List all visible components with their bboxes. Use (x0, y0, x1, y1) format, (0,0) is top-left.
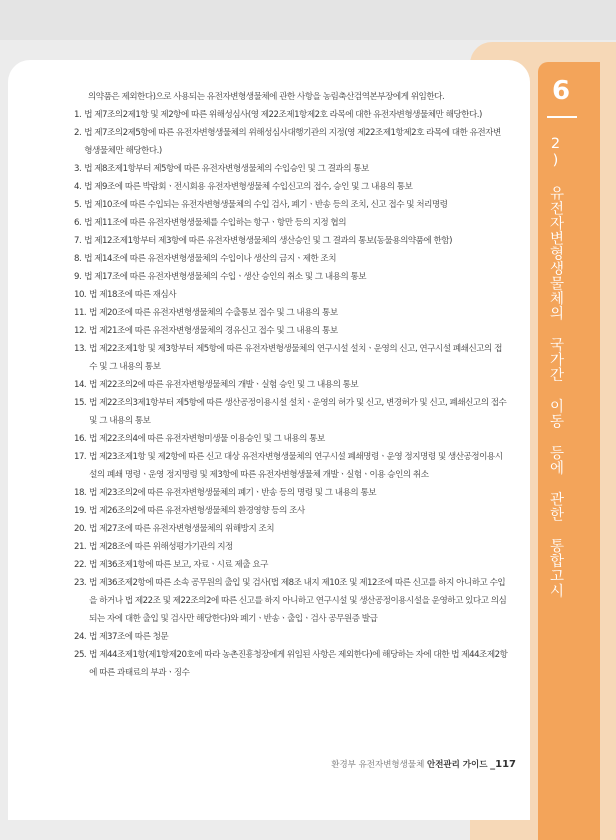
list-item-text: 법 제23조의2에 따른 유전자변형생물체의 폐기ㆍ반송 등의 명령 및 그 내용의 통보 (89, 488, 377, 498)
list-item (74, 430, 508, 448)
delegation-list (74, 106, 508, 682)
list-item (74, 502, 508, 520)
top-band (0, 0, 616, 40)
list-item (74, 268, 508, 286)
list-item-text: 법 제14조에 따른 유전자변형생물체의 수입이나 생산의 금지ㆍ제한 조치 (84, 254, 337, 264)
list-item-number: 25. (74, 650, 87, 660)
list-item-number: 1. (74, 110, 82, 120)
footer-source: 환경부 유전자변형생물체 (331, 760, 425, 770)
list-item (74, 322, 508, 340)
list-item (74, 250, 508, 268)
list-item-number: 15. (74, 398, 87, 408)
list-item (74, 628, 508, 646)
list-item-text: 법 제37조에 따른 청문 (89, 632, 169, 642)
list-item-number: 4. (74, 182, 82, 192)
chapter-number: 6 (551, 76, 571, 106)
chapter-divider (547, 116, 577, 118)
list-item-number: 20. (74, 524, 87, 534)
list-item-number: 17. (74, 452, 87, 462)
list-item (74, 106, 508, 124)
list-item (74, 196, 508, 214)
list-item-number: 21. (74, 542, 87, 552)
list-item-text: 법 제20조에 따른 유전자변형생물체의 수출통보 접수 및 그 내용의 통보 (89, 308, 338, 318)
list-item-text: 법 제36조제2항에 따른 소속 공무원의 출입 및 검사(법 제8조 내지 제10조 및 제12조에 따른 신고를 하지 아니하고 수입을 하거나 법 제22조 및 제22조의2에 따른 신고를 하지 아니하고 연구시설 및 생산공정이용시설을 운영하고 있다고 의심되는 자에 대한 출입 및 검사만 해당한다)와 폐기ㆍ반송ㆍ출입ㆍ검사 공무원증 발급 (89, 578, 507, 624)
list-item-number: 24. (74, 632, 87, 642)
list-item-number: 14. (74, 380, 87, 390)
list-item-number: 11. (74, 308, 87, 318)
page-number: _117 (490, 759, 516, 770)
chapter-title: 2) 유전자변형생물체의 국가간 이동 등에 관한 통합고시 (547, 136, 564, 598)
list-item (74, 538, 508, 556)
list-item-text: 법 제12조제1항부터 제3항에 따른 유전자변형생물체의 생산승인 및 그 결과의 통보(동물용의약품에 한함) (84, 236, 452, 246)
list-item-number: 13. (74, 344, 87, 354)
list-item-number: 10. (74, 290, 87, 300)
list-item (74, 574, 508, 628)
list-item-text: 법 제22조의2에 따른 유전자변형생물체의 개발ㆍ실험 승인 및 그 내용의 통보 (89, 380, 359, 390)
footer-title: 안전관리 가이드 (426, 760, 488, 770)
list-item-text: 법 제22조의3제1항부터 제5항에 따른 생산공정이용시설 설치ㆍ운영의 허가 및 신고, 변경허가 및 신고, 폐쇄신고의 접수 및 그 내용의 통보 (89, 398, 507, 426)
list-item-text: 법 제7조의2제1항 및 제2항에 따른 위해성심사(영 제22조제1항제2호 라목에 대한 유전자변형생물체만 해당한다.) (84, 110, 482, 120)
list-item-text: 법 제10조에 따른 수입되는 유전자변형생물체의 수입 검사, 폐기ㆍ반송 등의 조치, 신고 접수 및 처리명령 (84, 200, 448, 210)
list-item (74, 394, 508, 430)
list-item-text: 법 제7조의2제5항에 따른 유전자변형생물체의 위해성심사대행기관의 지정(영 제22조제1항제2호 라목에 대한 유전자변형생물체만 해당한다.) (84, 128, 501, 156)
list-item-text: 법 제22조제1항 및 제3항부터 제5항에 따른 유전자변형생물체의 연구시설 설치ㆍ운영의 신고, 연구시설 폐쇄신고의 접수 및 그 내용의 통보 (89, 344, 502, 372)
list-item (74, 286, 508, 304)
list-item (74, 556, 508, 574)
list-item (74, 448, 508, 484)
list-item-number: 8. (74, 254, 82, 264)
list-item (74, 376, 508, 394)
list-item-text: 법 제44조제1항(제1항제20호에 따라 농촌진흥청장에게 위임된 사항은 제외한다)에 해당하는 자에 대한 법 제44조제2항에 따른 과태료의 부과ㆍ징수 (89, 650, 508, 678)
list-item-text: 법 제23조제1항 및 제2항에 따른 신고 대상 유전자변형생물체의 연구시설 폐쇄명령ㆍ운영 정지명령 및 생산공정이용시설의 폐쇄 명령ㆍ운영 정지명령 및 제3항에 따른 유전자변형생물체 개발ㆍ실험ㆍ이용 승인의 취소 (89, 452, 503, 480)
list-item (74, 340, 508, 376)
list-item (74, 124, 508, 160)
list-item-text: 법 제18조에 따른 재심사 (89, 290, 177, 300)
list-item (74, 646, 508, 682)
list-item (74, 304, 508, 322)
list-item-number: 3. (74, 164, 82, 174)
list-item-number: 6. (74, 218, 82, 228)
list-item-text: 법 제36조제1항에 따른 보고, 자료ㆍ시료 제출 요구 (89, 560, 268, 570)
list-item-text: 법 제21조에 따른 유전자변형생물체의 경유신고 접수 및 그 내용의 통보 (89, 326, 338, 336)
list-item (74, 232, 508, 250)
list-item-text: 법 제9조에 따른 박람회ㆍ전시회용 유전자변형생물체 수입신고의 접수, 승인 및 그 내용의 통보 (84, 182, 413, 192)
list-item-number: 18. (74, 488, 87, 498)
list-item-text: 법 제27조에 따른 유전자변형생물체의 위해방지 조치 (89, 524, 275, 534)
list-item-number: 22. (74, 560, 87, 570)
list-item-text: 법 제22조의4에 따른 유전자변형미생물 이용승인 및 그 내용의 통보 (89, 434, 325, 444)
list-item-number: 9. (74, 272, 82, 282)
list-item-number: 5. (74, 200, 82, 210)
list-item (74, 178, 508, 196)
list-item (74, 520, 508, 538)
list-item-number: 2. (74, 128, 82, 138)
list-item-text: 법 제11조에 따른 유전자변형생물체를 수입하는 항구ㆍ항만 등의 지정 협의 (84, 218, 347, 228)
page-footer (331, 758, 516, 770)
list-item-number: 16. (74, 434, 87, 444)
list-item (74, 160, 508, 178)
list-item-text: 법 제17조에 따른 유전자변형생물체의 수입ㆍ생산 승인의 취소 및 그 내용의 통보 (84, 272, 367, 282)
list-item-text: 법 제28조에 따른 위해성평가기관의 지정 (89, 542, 233, 552)
list-item (74, 484, 508, 502)
list-item-text: 법 제8조제1항부터 제5항에 따른 유전자변형생물체의 수입승인 및 그 결과의 통보 (84, 164, 369, 174)
document-body (74, 88, 508, 682)
list-item-text: 법 제26조의2에 따른 유전자변형생물체의 환경영향 등의 조사 (89, 506, 305, 516)
list-item-number: 19. (74, 506, 87, 516)
list-item-number: 7. (74, 236, 82, 246)
list-item-number: 12. (74, 326, 87, 336)
list-item-number: 23. (74, 578, 87, 588)
list-item (74, 214, 508, 232)
intro-paragraph: 의약품은 제외한다)으로 사용되는 유전자변형생물체에 관한 사항을 농림축산검역본부장에게 위임한다. (88, 92, 445, 102)
